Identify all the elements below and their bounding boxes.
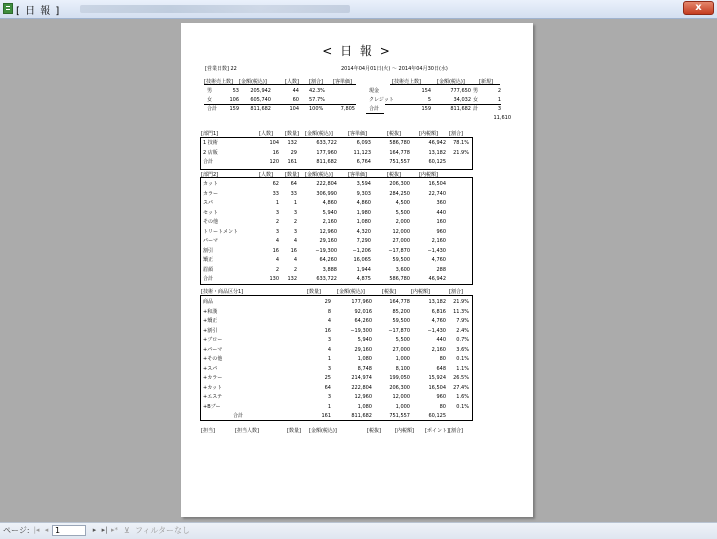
product-cell: 27,000 — [392, 346, 410, 353]
payment-cell: 154 — [421, 88, 431, 94]
dept1-cell: 6,764 — [356, 159, 371, 165]
dept2-box — [200, 177, 473, 285]
title-bar — [0, 0, 717, 19]
product-cell: 7.9% — [456, 318, 469, 324]
product-cell: −17,870 — [388, 327, 410, 334]
payment-cell: 811,682 — [450, 106, 471, 112]
dept2-cell: 4,760 — [431, 257, 446, 263]
gender-cell: 7,805 — [340, 106, 355, 112]
product-cell: +その他 — [203, 356, 223, 362]
product-cell: 15,924 — [428, 375, 446, 381]
staff-header: [担当人数] — [235, 428, 259, 434]
product-cell: 4 — [327, 318, 331, 324]
dept1-cell: 120 — [269, 159, 279, 165]
product-cell: 214,974 — [351, 375, 372, 381]
dept2-header: [人数] — [259, 172, 273, 178]
dept2-cell: 16 — [290, 247, 297, 254]
dept2-cell: 眉顔 — [203, 266, 214, 273]
product-cell: 8 — [327, 308, 331, 315]
dept2-cell: 割引 — [203, 247, 214, 254]
dept2-cell: 3,594 — [356, 181, 371, 187]
dept2-cell: 5,940 — [322, 209, 337, 216]
product-cell: 3 — [327, 365, 331, 372]
dept2-cell: 4 — [293, 257, 297, 263]
dept1-header: [部門1] — [201, 131, 219, 137]
product-cell: 0.1% — [456, 356, 469, 362]
gender-cell: 合計 — [207, 106, 218, 112]
payment-cell: 合計 — [369, 106, 380, 112]
product-cell: 11.3% — [453, 308, 469, 315]
dept1-cell: 164,778 — [389, 149, 410, 156]
last-page-button[interactable]: ▸| — [101, 526, 108, 534]
dept2-cell: 33 — [272, 190, 279, 197]
dept2-cell: スパ — [203, 200, 214, 206]
product-total-cell: 161 — [321, 413, 331, 419]
product-header: [数量] — [307, 289, 321, 295]
dept1-header: [人数] — [259, 131, 273, 137]
window-title: [ 日 報 ] — [16, 6, 61, 17]
payment-cell: 計 — [473, 106, 479, 112]
dept2-cell: 22,740 — [428, 190, 446, 197]
dept2-cell: 27,000 — [392, 238, 410, 244]
dept1-cell: 6,093 — [356, 140, 371, 146]
product-cell: 206,300 — [389, 384, 410, 391]
payment-cell: 現金 — [369, 88, 380, 94]
page-number-input[interactable]: 1 — [52, 525, 86, 536]
product-cell: −19,300 — [350, 327, 372, 334]
dept1-cell: 161 — [287, 159, 297, 165]
gender-cell: 205,942 — [250, 88, 271, 94]
product-header: [割合] — [449, 289, 463, 295]
gender-cell: 男 — [207, 88, 213, 94]
gender-top-line — [204, 84, 356, 85]
dept1-header: [金額(税込)] — [305, 131, 333, 137]
product-cell: 0.1% — [456, 403, 469, 410]
product-cell: 6,816 — [431, 308, 446, 315]
dept2-cell: 586,780 — [389, 276, 410, 282]
gender-cell: 44 — [292, 88, 299, 94]
product-cell: 29,160 — [354, 346, 372, 353]
product-cell: 2,160 — [431, 346, 446, 353]
product-cell: 648 — [436, 365, 446, 372]
dept2-cell: 7,290 — [356, 238, 371, 244]
gender-header: [人数] — [285, 79, 299, 85]
dept1-cell: 633,722 — [316, 140, 337, 146]
product-cell: 85,200 — [392, 308, 410, 315]
product-cell: 1.1% — [456, 365, 469, 372]
payment-cell: 2 — [497, 88, 501, 94]
product-cell: 1.6% — [456, 394, 469, 400]
blurred-tab-strip — [80, 5, 350, 13]
dept2-cell: 16,065 — [353, 257, 371, 263]
new-record-button[interactable]: ▸* — [110, 526, 118, 534]
product-cell: +ブロー — [203, 337, 223, 343]
dept2-header: [部門2] — [201, 172, 219, 178]
dept2-cell: 59,500 — [392, 257, 410, 263]
dept2-cell: 4 — [293, 238, 297, 244]
product-cell: 27.4% — [453, 384, 469, 391]
dept2-cell: カット — [203, 181, 218, 187]
product-header: [税抜] — [382, 289, 396, 295]
dept2-cell: 3 — [293, 228, 297, 235]
dept2-cell: 62 — [272, 181, 279, 187]
dept1-cell: 751,557 — [389, 159, 410, 165]
filter-icon: ⊻ — [124, 526, 130, 535]
dept2-cell: −1,206 — [352, 247, 371, 254]
prev-page-button[interactable]: ◂ — [44, 526, 49, 534]
gender-cell: 60 — [292, 97, 299, 103]
staff-header: [税抜] — [367, 428, 381, 434]
dept2-cell: 1 — [275, 200, 279, 206]
first-page-button[interactable]: |◂ — [33, 526, 40, 534]
product-cell: 5,500 — [395, 337, 410, 343]
payment-cell: 女 — [473, 97, 479, 103]
dept2-cell: 440 — [436, 209, 446, 216]
dept2-cell: 16,504 — [428, 181, 446, 187]
dept2-cell: トリートメント — [203, 228, 238, 235]
dept1-cell: 811,682 — [316, 159, 337, 165]
product-cell: 59,500 — [392, 318, 410, 324]
dept2-header: [客単価] — [348, 172, 367, 178]
product-cell: +Bブー — [203, 403, 221, 410]
dept2-cell: 9,303 — [356, 190, 371, 197]
product-cell: −1,430 — [427, 327, 446, 334]
payment-header: [技術売上数] — [392, 79, 421, 85]
gender-cell: 42.3% — [309, 88, 325, 94]
product-cell: 26.5% — [453, 375, 469, 381]
gender-header: [割合] — [309, 79, 323, 85]
payment-cell: 159 — [421, 106, 431, 112]
product-header: [内税額] — [411, 289, 430, 295]
dept2-header: [金額(税込)] — [305, 172, 333, 178]
payment-extra: 11,610 — [493, 115, 511, 121]
product-cell: 5,940 — [357, 337, 372, 343]
dept2-cell: 4,875 — [356, 276, 371, 282]
page-label: ページ: — [3, 526, 30, 535]
dept2-cell: 360 — [436, 200, 446, 206]
filter-status[interactable]: フィルターなし — [135, 526, 191, 535]
dept1-cell: 2 店販 — [203, 149, 218, 156]
dept1-cell: 1 技術 — [203, 140, 218, 146]
dept1-cell: 586,780 — [389, 140, 410, 146]
gender-header: [技術売上数] — [204, 79, 233, 85]
close-icon: x — [695, 2, 702, 13]
product-cell: 29 — [324, 299, 331, 305]
dept2-cell: セット — [203, 209, 219, 216]
gender-cell: 104 — [289, 106, 299, 112]
staff-header: [内税額] — [395, 428, 414, 434]
dept2-cell: 2 — [293, 219, 297, 225]
dept1-cell: 177,960 — [316, 149, 337, 156]
dept2-header: [税抜] — [387, 172, 401, 178]
product-cell: 80 — [439, 356, 446, 362]
dept2-cell: カラー — [203, 190, 219, 197]
gender-cell: 100% — [309, 106, 324, 112]
product-cell: 25 — [324, 375, 331, 381]
dept1-cell: 合計 — [203, 159, 214, 165]
gender-cell: 女 — [207, 97, 213, 103]
dept1-header: [数量] — [285, 131, 299, 137]
dept1-header: [税抜] — [387, 131, 401, 137]
report-title: < 日 報 > — [322, 44, 392, 58]
dept2-cell: 12,960 — [319, 228, 337, 235]
dept2-cell: 132 — [287, 276, 297, 282]
product-box — [200, 295, 473, 421]
product-cell: 199,050 — [389, 375, 410, 381]
payment-dash-line — [366, 113, 384, 114]
product-total-cell: 60,125 — [428, 413, 446, 419]
gender-cell: 811,682 — [250, 106, 271, 112]
close-button[interactable] — [683, 1, 714, 15]
product-header: [技術・商品区分1] — [201, 289, 244, 295]
product-cell: 1,000 — [395, 356, 410, 362]
payment-header: [新規] — [479, 79, 493, 85]
print-preview-area[interactable] — [0, 19, 717, 522]
dept2-cell: 284,250 — [389, 190, 410, 197]
dept2-cell: 1,944 — [356, 266, 371, 273]
product-cell: +カット — [203, 384, 223, 391]
dept1-cell: 46,942 — [428, 140, 446, 146]
product-cell: 222,804 — [351, 384, 372, 391]
business-days: [営業日数] 22 — [205, 66, 237, 72]
dept1-cell: 132 — [287, 140, 297, 146]
product-cell: 16 — [324, 327, 331, 334]
payment-total-line — [385, 104, 501, 105]
dept2-cell: 3 — [275, 228, 279, 235]
product-cell: 8,748 — [357, 365, 372, 372]
dept2-cell: 2 — [293, 266, 297, 273]
product-cell: 21.9% — [453, 299, 469, 305]
product-total-cell: 751,557 — [389, 413, 410, 419]
staff-header: [金額(税込)] — [309, 428, 337, 434]
dept2-cell: 4,860 — [322, 200, 337, 206]
product-cell: 13,182 — [428, 299, 446, 305]
dept2-cell: 16 — [272, 247, 279, 254]
product-cell: 2.4% — [456, 327, 469, 334]
payment-cell: 男 — [473, 88, 479, 94]
dept1-cell: 104 — [269, 140, 279, 146]
product-cell: 440 — [436, 337, 446, 343]
dept2-cell: 5,500 — [395, 209, 410, 216]
product-cell: +パーマ — [203, 346, 223, 353]
payment-cell: 777,650 — [450, 88, 471, 94]
dept2-cell: その他 — [203, 219, 219, 225]
dept2-cell: 12,000 — [392, 228, 410, 235]
dept2-cell: 3,600 — [395, 266, 410, 273]
product-cell: 960 — [436, 394, 446, 400]
dept2-cell: −19,300 — [315, 247, 337, 254]
product-cell: +スパ — [203, 365, 218, 372]
dept2-cell: 960 — [436, 228, 446, 235]
gender-cell: 106 — [229, 97, 239, 103]
dept1-cell: 78.1% — [453, 140, 469, 146]
gender-header: [金額(税込)] — [239, 79, 267, 85]
dept2-cell: 33 — [290, 190, 297, 197]
payment-cell: 34,032 — [453, 97, 471, 103]
product-cell: 177,960 — [351, 299, 372, 305]
product-cell: 64 — [324, 384, 331, 391]
staff-header: [数量] — [287, 428, 301, 434]
dept2-cell: 46,942 — [428, 276, 446, 282]
dept2-cell: パーマ — [203, 238, 219, 244]
product-total-cell: 合計 — [233, 413, 244, 419]
dept1-cell: 11,123 — [353, 149, 371, 156]
product-cell: 3 — [327, 394, 331, 400]
gender-header: [客単価] — [333, 79, 352, 85]
dept2-cell: 633,722 — [316, 276, 337, 282]
product-cell: 商品 — [203, 299, 214, 305]
dept2-cell: 3 — [293, 209, 297, 216]
product-cell: +エステ — [203, 394, 223, 400]
dept1-header: [割合] — [449, 131, 463, 137]
dept1-header: [客単価] — [348, 131, 367, 137]
product-cell: 4,760 — [431, 318, 446, 324]
dept2-cell: 306,990 — [316, 190, 337, 197]
dept1-cell: 16 — [272, 149, 279, 156]
dept2-cell: 矯正 — [203, 257, 214, 263]
product-cell: 1,000 — [395, 403, 410, 410]
payment-cell: 1 — [497, 97, 501, 103]
product-cell: 3.6% — [456, 346, 469, 353]
product-cell: 3 — [327, 337, 331, 343]
gender-cell: 159 — [229, 106, 239, 112]
gender-cell: 53 — [232, 88, 239, 94]
gender-cell: 605,740 — [250, 97, 271, 103]
gender-total-line — [204, 104, 356, 105]
dept2-cell: 4 — [275, 238, 279, 244]
product-cell: 8,100 — [395, 365, 410, 372]
dept1-cell: 60,125 — [428, 159, 446, 165]
dept2-cell: 4 — [275, 257, 279, 263]
product-cell: 1,080 — [357, 403, 372, 410]
payment-cell: クレジット — [369, 97, 394, 103]
dept2-cell: 合計 — [203, 276, 214, 282]
dept2-cell: 2,160 — [431, 238, 446, 244]
dept2-cell: 2 — [275, 266, 279, 273]
dept2-cell: 3 — [275, 209, 279, 216]
dept2-cell: 1 — [293, 200, 297, 206]
dept2-cell: −17,870 — [388, 247, 410, 254]
product-cell: 12,960 — [354, 394, 372, 400]
dept2-cell: 64,260 — [319, 257, 337, 263]
dept2-cell: 3,888 — [322, 266, 337, 273]
dept2-cell: 4,500 — [395, 200, 410, 206]
product-cell: 4 — [327, 346, 331, 353]
dept2-cell: 160 — [436, 219, 446, 225]
product-cell: 16,504 — [428, 384, 446, 391]
product-cell: 92,016 — [354, 308, 372, 315]
dept2-cell: 29,160 — [319, 238, 337, 244]
product-cell: +カラー — [203, 375, 223, 381]
product-cell: +割引 — [203, 327, 218, 334]
report-period: 2014年04月01日(火) ～ 2014年04月30日(水) — [341, 66, 448, 72]
product-cell: 12,000 — [392, 394, 410, 400]
gender-cell: 57.7% — [309, 97, 325, 103]
dept2-header: [内税額] — [419, 172, 438, 178]
status-bar — [0, 522, 717, 539]
dept1-box — [200, 137, 473, 170]
dept2-cell: 4,860 — [356, 200, 371, 206]
dept2-cell: 2 — [275, 219, 279, 225]
dept2-cell: 64 — [290, 181, 297, 187]
dept2-cell: 2,160 — [322, 219, 337, 225]
product-cell: 64,260 — [354, 318, 372, 324]
dept2-cell: 222,804 — [316, 181, 337, 187]
product-cell: 1,080 — [357, 356, 372, 362]
report-icon — [3, 3, 13, 14]
product-cell: 1 — [327, 403, 331, 410]
dept1-cell: 29 — [290, 149, 297, 156]
dept2-cell: 130 — [269, 276, 279, 282]
payment-cell: 5 — [427, 97, 431, 103]
report-page — [181, 23, 533, 517]
dept1-header: [内税額] — [419, 131, 438, 137]
staff-header: [担当] — [201, 428, 215, 434]
dept1-cell: 21.9% — [453, 149, 469, 156]
product-total-cell: 811,682 — [351, 413, 372, 419]
staff-header: [ポイント] — [425, 428, 449, 434]
next-page-button[interactable]: ▸ — [92, 526, 97, 534]
product-header: [金額(税込)] — [337, 289, 365, 295]
product-cell: 80 — [439, 403, 446, 410]
payment-header: [金額(税込)] — [437, 79, 465, 85]
dept2-cell: 1,080 — [356, 219, 371, 225]
dept1-cell: 13,182 — [428, 149, 446, 156]
product-cell: +矯正 — [203, 318, 218, 324]
payment-top-line — [390, 84, 500, 85]
product-cell: 164,778 — [389, 299, 410, 305]
dept2-cell: 1,980 — [356, 209, 371, 216]
dept2-cell: 206,300 — [389, 181, 410, 187]
staff-header: [割合] — [449, 428, 463, 434]
dept2-header: [数量] — [285, 172, 299, 178]
dept2-cell: −1,430 — [427, 247, 446, 254]
dept2-cell: 4,320 — [356, 228, 371, 235]
product-cell: 0.7% — [456, 337, 469, 343]
product-cell: 1 — [327, 356, 331, 362]
dept2-cell: 2,000 — [395, 219, 410, 225]
payment-cell: 3 — [497, 106, 501, 112]
dept2-cell: 288 — [436, 266, 446, 273]
product-cell: +和漢 — [203, 308, 218, 315]
